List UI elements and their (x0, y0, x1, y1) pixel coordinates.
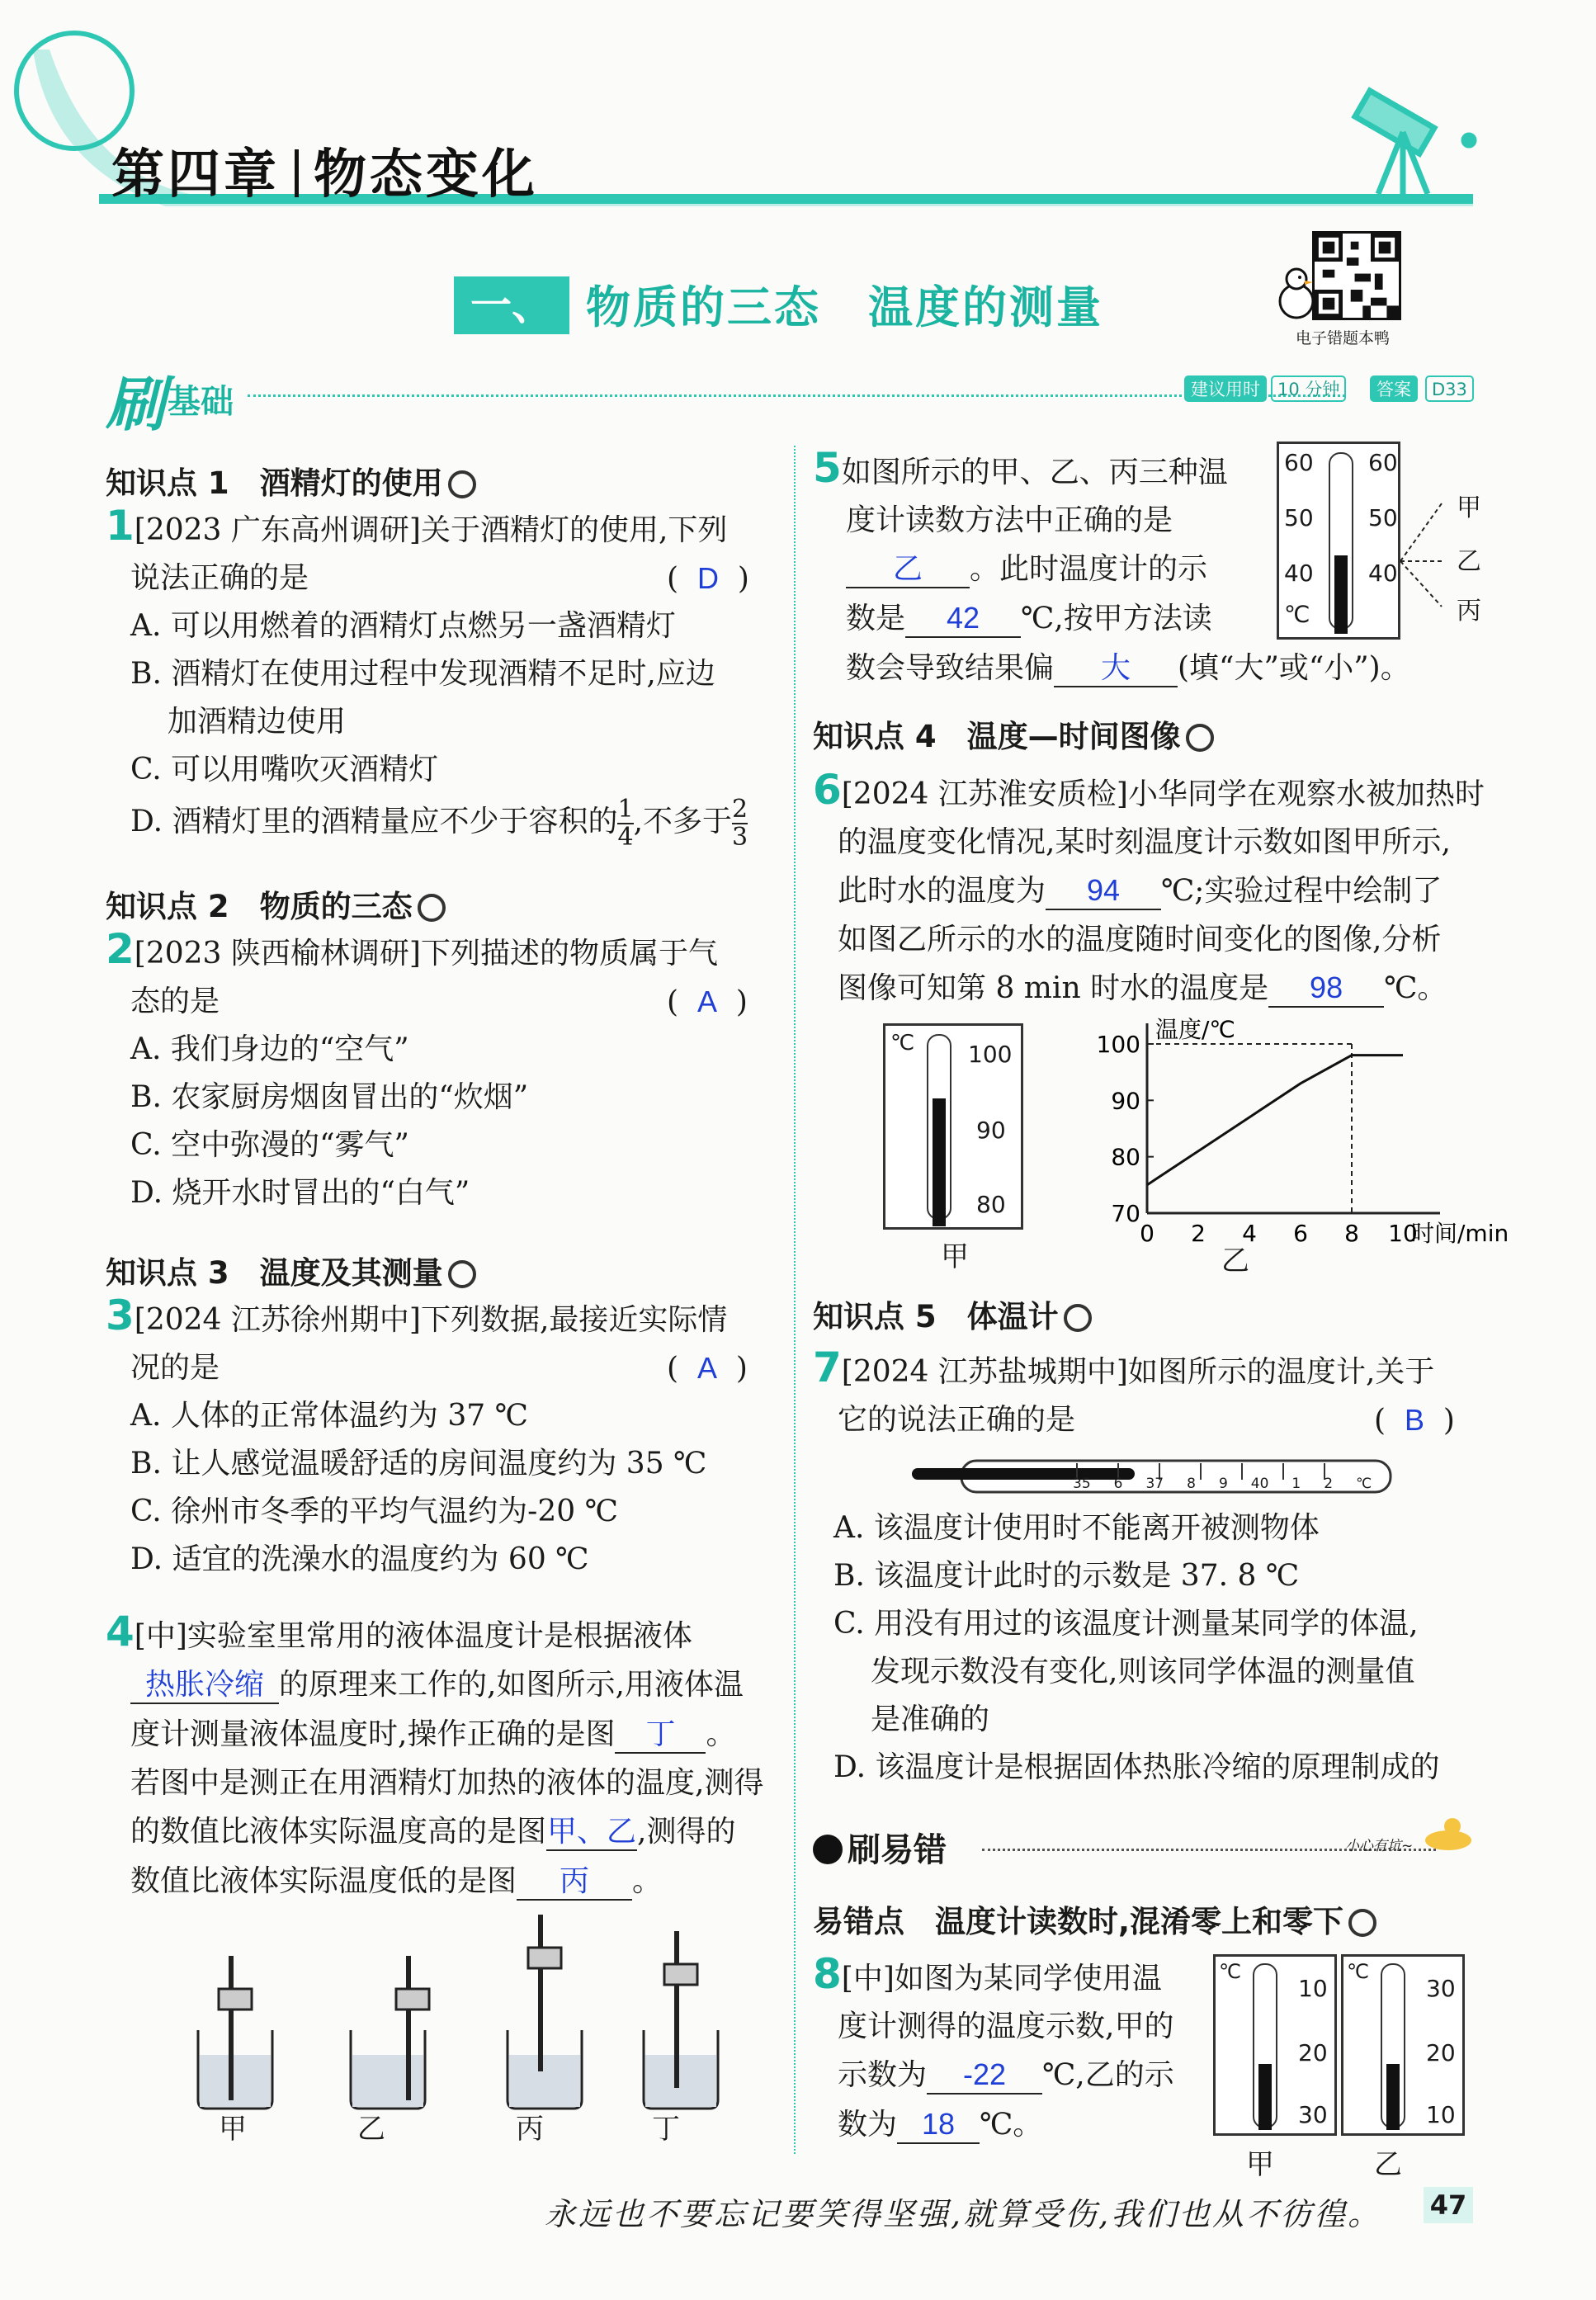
question-1: 1[2023 广东高州调研]关于酒精灯的使用,下列 说法正确的是 ( D ) A. 可以用燃着的酒精灯点燃另一盏酒精灯 B. 酒精灯在使用过程中发现酒精不足时,应边 加酒精边使用 C. 可以用嘴吹灭酒精灯 D. 酒精灯里的酒精量应不少于容积的 $\frac{1}{4}$ ,不多于 $\frac{2}{3}$ (106, 508, 774, 851)
beaker-yi (351, 1956, 429, 2109)
beaker-label-yi: 乙 (357, 2113, 385, 2146)
chart-y-tick-label: 70 (1111, 1200, 1140, 1227)
easy-mistake-banner: 刷易错 (813, 1824, 947, 1871)
section-badge: 一、 (454, 276, 569, 334)
q6-temperature-time-chart (1073, 1011, 1509, 1259)
qr-caption: 电子错题本鸭 (1296, 329, 1391, 347)
target-icon (418, 894, 446, 922)
question-2: 2[2023 陕西榆林调研]下列描述的物质属于气 态的是 ( A ) A. 我们身边的“空气” B. 农家厨房烟囱冒出的“炊烟” C. 空中弥漫的“雾气” D. 烧开水时冒出的“白气” (106, 931, 774, 1211)
q5-scale-60-right: 60 (1368, 449, 1398, 476)
q5-thermometer (1277, 442, 1400, 640)
q2-answer: A (696, 985, 717, 1018)
q3-option-b: B. 让人感觉温暖舒适的房间温度约为 35 ℃ (130, 1447, 707, 1481)
q2-option-b: B. 农家厨房烟囱冒出的“炊烟” (130, 1080, 529, 1114)
q8-label-yi: 乙 (1374, 2148, 1402, 2181)
q1-option-d: D. 酒精灯里的酒精量应不少于容积的 $\frac{1}{4}$ ,不多于 $\frac{2}{3}$ (130, 795, 748, 852)
target-icon (1186, 724, 1214, 752)
q1-option-c: C. 可以用嘴吹灭酒精灯 (130, 753, 439, 786)
question-8: 8[中]如图为某同学使用温 度计测得的温度示数,甲的 示数为 -22 ℃,乙的示 数为 18 ℃。 (813, 1956, 1209, 2144)
q4-blank-2: 丁 (615, 1716, 706, 1754)
q8-yi-scale-30: 30 (1426, 1975, 1456, 2002)
q6-unit: ℃ (890, 1031, 915, 1056)
q6-scale-90: 90 (976, 1117, 1006, 1144)
q8-jia-scale-10: 10 (1298, 1975, 1328, 2002)
q3-option-a: A. 人体的正常体温约为 37 ℃ (130, 1399, 528, 1433)
qr-code-icon[interactable] (1312, 231, 1401, 320)
answer-label: 答案 (1370, 375, 1418, 402)
chart-x-tick-label: 6 (1293, 1220, 1308, 1247)
q6-blank-2: 98 (1268, 970, 1384, 1008)
q5-blank-2: 42 (905, 600, 1021, 638)
chart-x-tick-label: 8 (1344, 1220, 1359, 1247)
chart-y-tick-label: 80 (1111, 1143, 1140, 1171)
q4-blank-3: 甲、乙 (546, 1813, 637, 1851)
section-title: 物质的三态 温度的测量 (586, 281, 1103, 333)
q4-blank-1: 热胀冷缩 (130, 1666, 279, 1704)
section-divider (248, 394, 1345, 397)
q5-blank-1: 乙 (846, 550, 970, 588)
q7-option-d: D. 该温度计是根据固体热胀冷缩的原理制成的 (833, 1750, 1440, 1784)
chart-x-axis-label: 时间/min (1411, 1220, 1509, 1247)
target-icon (1348, 1909, 1376, 1937)
question-5: 5如图所示的甲、乙、丙三种温 度计读数方法中正确的是 乙 。此时温度计的示 数是 42 ℃,按甲方法读 数会导致结果偏 大 (填“大”或“小”)。 (813, 450, 1275, 687)
chart-y-tick-label: 100 (1096, 1031, 1140, 1058)
knowledge-point-1: 知识点 1 酒精灯的使用 (106, 458, 476, 503)
basic-section-label: 刷 (106, 370, 166, 439)
duck-mascot-icon (1275, 264, 1318, 322)
target-icon (1064, 1304, 1092, 1332)
chart-x-tick-label: 4 (1242, 1220, 1257, 1247)
q7-answer: B (1404, 1403, 1424, 1437)
q8-label-jia: 甲 (1246, 2148, 1274, 2181)
q6-chart-label: 乙 (1221, 1244, 1249, 1278)
eye-label-bing: 丙 (1457, 597, 1481, 626)
q5-scale-50-right: 50 (1368, 504, 1398, 531)
duck-mascot-icon (1419, 1811, 1477, 1853)
q7-option-b: B. 该温度计此时的示数是 37. 8 ℃ (833, 1559, 1300, 1593)
beaker-label-bing: 丙 (516, 2113, 544, 2146)
q7-option-a: A. 该温度计使用时不能离开被测物体 (833, 1511, 1320, 1545)
q5-scale-40-right: 40 (1368, 560, 1398, 587)
beaker-label-ding: 丁 (652, 2113, 680, 2146)
q8-yi-scale-20: 20 (1426, 2039, 1456, 2066)
q7-scale-ticks: 35 6 37 8 9 40 1 2 ℃ (1073, 1476, 1372, 1492)
beaker-jia (198, 1956, 272, 2109)
q5-scale-50-left: 50 (1284, 504, 1314, 531)
chart-x-tick-label: 10 (1388, 1220, 1418, 1247)
chart-series-line (1147, 1056, 1403, 1185)
footer-motto: 永远也不要忘记要笑得坚强,就算受伤,我们也从不彷徨。 (545, 2196, 1382, 2232)
q6-scale-100: 100 (968, 1041, 1013, 1068)
q4-blank-4: 丙 (517, 1863, 632, 1901)
beaker-label-jia: 甲 (219, 2113, 247, 2146)
q8-thermometer-yi (1341, 1954, 1465, 2136)
question-6: 6[2024 江苏淮安质检]小华同学在观察水被加热时 的温度变化情况,某时刻温度计示数如图甲所示, 此时水的温度为 94 ℃;实验过程中绘制了 如图乙所示的水的温度随时间变化的图像,分析 图像可知第 8 min 时水的温度是 98 ℃。 (813, 772, 1498, 1008)
q2-option-d: D. 烧开水时冒出的“白气” (130, 1176, 470, 1210)
q3-option-d: D. 适宜的洗澡水的温度约为 60 ℃ (130, 1542, 589, 1576)
question-7: 7[2024 江苏盐城期中]如图所示的温度计,关于 它的说法正确的是 ( B ) (813, 1344, 1455, 1438)
beaker-bing (508, 1915, 582, 2109)
q6-scale-80: 80 (976, 1191, 1006, 1218)
easy-note: 小心有坑~ (1345, 1838, 1414, 1854)
error-point: 易错点 温度计读数时,混淆零上和零下 (813, 1896, 1376, 1941)
time-label: 建议用时 (1184, 375, 1267, 402)
q1-answer: D (696, 561, 719, 595)
q6-blank-1: 94 (1046, 872, 1161, 910)
q2-option-c: C. 空中弥漫的“雾气” (130, 1128, 409, 1162)
page-number: 47 (1424, 2187, 1473, 2223)
q6-therm-label: 甲 (941, 1240, 969, 1273)
q1-option-a: A. 可以用燃着的酒精灯点燃另一盏酒精灯 (130, 609, 676, 643)
knowledge-point-3: 知识点 3 温度及其测量 (106, 1248, 476, 1292)
q1-option-b: B. 酒精灯在使用过程中发现酒精不足时,应边 (130, 657, 715, 691)
q8-yi-unit: ℃ (1347, 1960, 1369, 1983)
question-4: 4[中]实验室里常用的液体温度计是根据液体 热胀冷缩 的原理来工作的,如图所示,用液体温 度计测量液体温度时,操作正确的是图 丁 。 若图中是测正在用酒精灯加热的液体的温度,测得 的数值比液体实际温度高的是图甲、乙,测得的 数值比液体实际温度低的是图 丙 。 (106, 1613, 774, 1901)
knowledge-point-5: 知识点 5 体温计 (813, 1292, 1092, 1336)
q8-jia-scale-30: 30 (1298, 2101, 1328, 2128)
basic-section-sublabel: 基础 (168, 383, 234, 421)
eye-label-jia: 甲 (1457, 494, 1481, 522)
chart-y-tick-label: 90 (1111, 1087, 1140, 1115)
q8-jia-unit: ℃ (1219, 1960, 1241, 1983)
chapter-title: 第四章 物态变化 (111, 144, 538, 205)
q3-option-c: C. 徐州市冬季的平均气温约为-20 ℃ (130, 1495, 618, 1528)
question-3: 3[2024 江苏徐州期中]下列数据,最接近实际情 况的是 ( A ) A. 人体的正常体温约为 37 ℃ B. 让人感觉温暖舒适的房间温度约为 35 ℃ C. 徐州市冬季的平均气温约为-20 ℃ D. 适宜的洗澡水的温度约为 60 ℃ (106, 1297, 774, 1578)
chart-x-tick-label: 0 (1140, 1220, 1155, 1247)
q8-jia-scale-20: 20 (1298, 2039, 1328, 2066)
knowledge-point-4: 知识点 4 温度—时间图像 (813, 711, 1214, 756)
knowledge-point-2: 知识点 2 物质的三态 (106, 881, 446, 926)
q5-blank-3: 大 (1054, 649, 1178, 687)
chart-x-tick-label: 2 (1191, 1220, 1206, 1247)
eye-label-yi: 乙 (1457, 547, 1481, 576)
q8-thermometer-jia (1213, 1954, 1337, 2136)
time-value: 10 分钟 (1271, 375, 1346, 402)
q5-scale-60-left: 60 (1284, 449, 1314, 476)
q7-option-c: C. 用没有用过的该温度计测量某同学的体温, (833, 1607, 1419, 1641)
q8-blank-1: -22 (927, 2057, 1042, 2095)
q3-answer: A (696, 1351, 717, 1385)
target-icon (448, 470, 476, 498)
q2-option-a: A. 我们身边的“空气” (130, 1032, 409, 1066)
q8-yi-scale-10: 10 (1426, 2101, 1456, 2128)
target-icon (448, 1260, 476, 1288)
q8-blank-2: 18 (897, 2106, 980, 2144)
column-divider (794, 446, 796, 2154)
beaker-ding (644, 1931, 718, 2109)
q4-beaker-figure (182, 1915, 726, 2113)
answer-page[interactable]: D33 (1425, 375, 1474, 402)
q5-scale-40-left: 40 (1284, 560, 1314, 587)
q6-thermometer (883, 1023, 1023, 1230)
chart-y-axis-label: 温度/℃ (1155, 1016, 1235, 1043)
q5-unit: ℃ (1284, 601, 1310, 628)
